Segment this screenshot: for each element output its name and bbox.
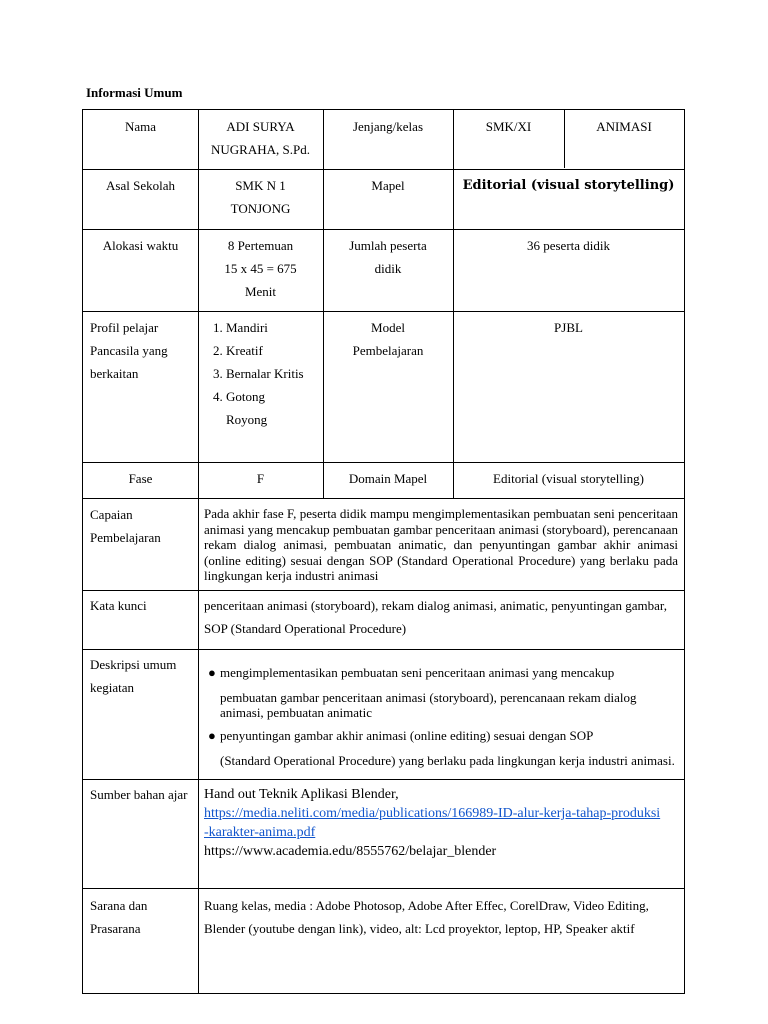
deskripsi-bullet — [208, 724, 676, 747]
bullet-icon: ● — [208, 665, 216, 680]
jumlah-value: 36 peserta didik — [526, 238, 611, 253]
profil-item: 1. Mandiri — [226, 316, 323, 339]
deskripsi-bullet-1: mengimplementasikan pembuatan seni penceritaan animasi yang mencakup — [220, 665, 615, 680]
capaian-label: Capaian Pembelajaran — [90, 507, 161, 545]
mapel-value: Editorial (visual storytelling) — [462, 178, 675, 193]
kata-kunci-text: penceritaan animasi (storyboard), rekam dialog animasi, animatic, penyuntingan gambar, SOP (Standard Operational Procedure) — [204, 598, 667, 636]
profil-item: 4. Gotong Royong — [226, 385, 286, 431]
sumber-line-3: https://www.academia.edu/8555762/belajar_blender — [204, 844, 497, 859]
alokasi-value — [198, 234, 323, 303]
deskripsi-label: Deskripsi umum kegiatan — [90, 657, 177, 695]
alokasi-line-3: Menit — [244, 284, 277, 299]
deskripsi-bullet — [208, 661, 676, 684]
fase-value: F — [256, 471, 265, 486]
alokasi-label: Alokasi waktu — [102, 238, 179, 253]
deskripsi-content — [198, 661, 684, 768]
profil-label: Profil pelajar Pancasila yang berkaitan — [90, 320, 168, 381]
jurusan-value: ANIMASI — [596, 119, 652, 134]
info-table-top — [82, 109, 685, 499]
domain-label: Domain Mapel — [348, 471, 428, 486]
deskripsi-bullet-1-cont: pembuatan gambar penceritaan animasi (storyboard), perencanaan rekam dialog animasi, pembuatan animatic — [220, 690, 637, 720]
fase-label: Fase — [128, 471, 153, 486]
sumber-line-1: Hand out Teknik Aplikasi Blender, — [204, 787, 399, 802]
bullet-icon: ● — [208, 728, 216, 743]
sekolah-value: SMK N 1 TONJONG — [230, 178, 291, 216]
section-heading: Informasi Umum — [86, 85, 183, 100]
sumber-label: Sumber bahan ajar — [90, 787, 188, 802]
domain-value: Editorial (visual storytelling) — [493, 471, 644, 486]
jenjang-value: SMK/XI — [485, 119, 532, 134]
sarana-label: Sarana dan Prasarana — [90, 898, 148, 936]
sumber-content — [198, 785, 684, 861]
capaian-text: Pada akhir fase F, peserta didik mampu mengimplementasikan pembuatan seni penceritaan animasi yang mencakup pembuatan gambar penceritaan animasi (storyboard), perencanaan rekam dialog animasi, pembuatan animatic, dan penyuntingan gambar akhir animasi (online editing) sesuai dengan SOP (Standard Operational Procedure) yang berlaku pada lingkungan kerja industri animasi — [204, 506, 678, 583]
profil-item: 3. Bernalar Kritis — [226, 362, 323, 385]
profil-list — [198, 316, 323, 431]
deskripsi-bullet-2-cont: (Standard Operational Procedure) yang berlaku pada lingkungan kerja industri animasi. — [220, 753, 675, 768]
info-table-bottom — [82, 498, 685, 994]
alokasi-line-1: 8 Pertemuan — [227, 238, 294, 253]
mapel-label: Mapel — [371, 178, 405, 193]
jenjang-label: Jenjang/kelas — [352, 119, 424, 134]
sumber-link[interactable]: https://media.neliti.com/media/publications/166989-ID-alur-kerja-tahap-produksi-karakter-anima.pdf — [204, 806, 661, 840]
kata-kunci-label: Kata kunci — [90, 598, 147, 613]
alokasi-line-2: 15 x 45 = 675 — [224, 261, 297, 276]
nama-label: Nama — [124, 119, 157, 134]
model-label: Model Pembelajaran — [352, 320, 424, 358]
deskripsi-bullet-2: penyuntingan gambar akhir animasi (online editing) sesuai dengan SOP — [220, 728, 594, 743]
model-value: PJBL — [554, 320, 583, 335]
jumlah-label: Jumlah peserta didik — [349, 238, 427, 276]
profil-item: 2. Kreatif — [226, 339, 323, 362]
nama-value: ADI SURYA NUGRAHA, S.Pd. — [211, 119, 310, 157]
sekolah-label: Asal Sekolah — [106, 178, 175, 193]
sarana-text: Ruang kelas, media : Adobe Photosop, Adobe After Effec, CorelDraw, Video Editing, Blender (youtube dengan link), video, alt: Lcd proyektor, leptop, HP, Speaker aktif — [204, 898, 649, 936]
